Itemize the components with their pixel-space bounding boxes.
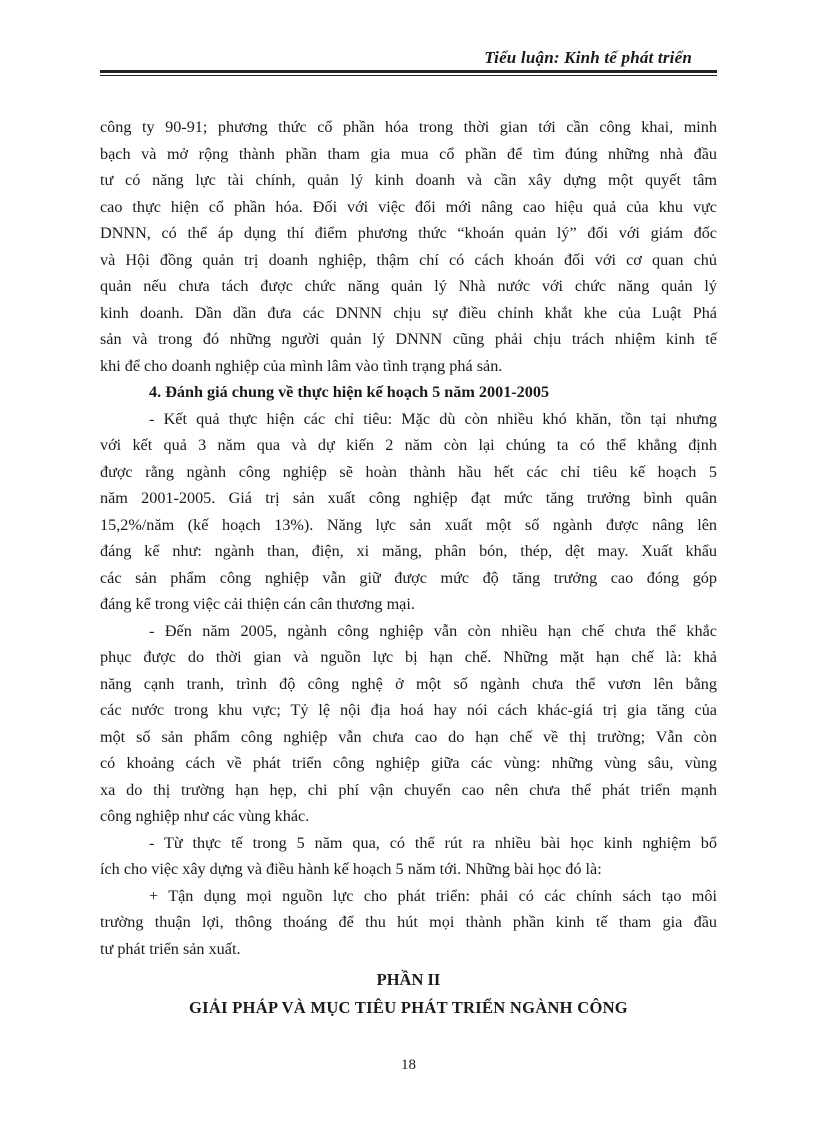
header-rule-thick bbox=[100, 70, 717, 73]
body-line: công ty 90-91; phương thức cổ phần hóa trong thời gian tới cần công khai, minh bbox=[100, 118, 717, 136]
body-line: phục được do thời gian và nguồn lực bị hạn chế. Những mặt hạn chế là: khả bbox=[100, 648, 717, 666]
body-line: xa do thị trường hạn hẹp, chi phí vận chuyển cao nên chưa thể phát triển mạnh bbox=[100, 780, 717, 799]
body-line: - Từ thực tế trong 5 năm qua, có thể rút ra nhiều bài học kinh nghiệm bổ bbox=[149, 833, 717, 852]
body-line: các nước trong khu vực; Tỷ lệ nội địa hoá hay nói cách khác-giá trị gia tăng của bbox=[100, 701, 717, 719]
body-line: trường thuận lợi, thông thoáng để thu hút mọi thành phần kinh tế tham gia đầu bbox=[100, 913, 717, 931]
body-line: 15,2%/năm (kế hoạch 13%). Năng lực sản xuất một số ngành được nâng lên bbox=[100, 515, 717, 534]
body-line: đáng kể như: ngành than, điện, xi măng, phân bón, thép, dệt may. Xuất khẩu bbox=[100, 542, 717, 560]
running-header-title: Tiểu luận: Kinh tế phát triển bbox=[484, 48, 692, 67]
body-line: quản nếu chưa tách được chức năng quản lý Nhà nước với chức năng quản lý bbox=[100, 277, 717, 295]
body-line: được rằng ngành công nghiệp sẽ hoàn thành hầu hết các chỉ tiêu kế hoạch 5 bbox=[100, 462, 717, 481]
body-line: có khoảng cách về phát triển công nghiệp giữa các vùng: những vùng sâu, vùng bbox=[100, 754, 717, 772]
body-line: năm 2001-2005. Giá trị sản xuất công nghiệp đạt mức tăng trưởng bình quân bbox=[100, 489, 717, 507]
body-line: công nghiệp như các vùng khác. bbox=[100, 807, 310, 825]
body-line: với kết quả 3 năm qua và dự kiến 2 năm còn lại chúng ta có thể khẳng định bbox=[100, 436, 717, 454]
body-line: tư có năng lực tài chính, quản lý kinh doanh và cần xây dựng một quyết tâm bbox=[100, 171, 717, 189]
header-rule-thin bbox=[100, 75, 717, 76]
body-line: khi để cho doanh nghiệp của mình lâm vào tình trạng phá sản. bbox=[100, 356, 503, 375]
part-number-heading: PHẦN II bbox=[376, 970, 441, 989]
body-line: ích cho việc xây dựng và điều hành kế hoạch 5 năm tới. Những bài học đó là: bbox=[100, 860, 602, 878]
body-line: - Kết quả thực hiện các chỉ tiêu: Mặc dù còn nhiều khó khăn, tồn tại nhưng bbox=[149, 409, 717, 428]
body-line: năng cạnh tranh, trình độ công nghệ ở một số ngành chưa thể vươn lên bằng bbox=[100, 674, 717, 693]
body-line: và Hội đồng quản trị doanh nghiệp, thậm chí có cách khoán đối với cơ quan chủ bbox=[100, 250, 717, 269]
body-line: kinh doanh. Dần dần đưa các DNNN chịu sự điều chỉnh khắt khe của Luật Phá bbox=[100, 303, 717, 322]
body-line: một số sản phẩm công nghiệp vẫn chưa cao do hạn chế về thị trường; Vẫn còn bbox=[100, 727, 717, 746]
body-line: sản và trong đó những người quản lý DNNN cũng phải chịu trách nhiệm kinh tế bbox=[100, 330, 717, 348]
body-line: + Tận dụng mọi nguồn lực cho phát triển: phải có các chính sách tạo môi bbox=[149, 886, 717, 905]
body-line: đáng kể trong việc cải thiện cán cân thương mại. bbox=[100, 595, 415, 613]
body-line: DNNN, có thể áp dụng thí điểm phương thức “khoán quản lý” đối với giám đốc bbox=[100, 224, 717, 242]
part-title-heading: GIẢI PHÁP VÀ MỤC TIÊU PHÁT TRIỂN NGÀNH CÔNG bbox=[189, 998, 628, 1017]
page-body bbox=[100, 114, 717, 962]
body-line: tư phát triển sản xuất. bbox=[100, 939, 241, 958]
section-heading: 4. Đánh giá chung về thực hiện kế hoạch 5 năm 2001-2005 bbox=[149, 383, 550, 401]
page-number: 18 bbox=[401, 1057, 416, 1073]
body-line: bạch và mở rộng thành phần tham gia mua cổ phần để tìm đúng những nhà đầu bbox=[100, 144, 717, 163]
body-line: các sản phẩm công nghiệp vẫn giữ được mức độ tăng trưởng cao đóng góp bbox=[100, 568, 717, 587]
body-line: cao thực hiện cổ phần hóa. Đối với việc đổi mới nâng cao hiệu quả của khu vực bbox=[100, 197, 717, 216]
body-line: - Đến năm 2005, ngành công nghiệp vẫn còn nhiều hạn chế chưa thể khắc bbox=[149, 621, 717, 640]
